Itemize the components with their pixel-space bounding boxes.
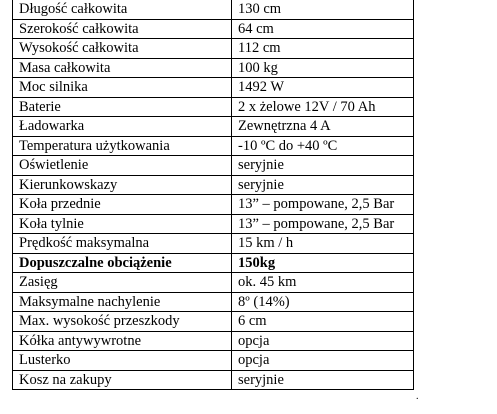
spec-value-cell: 6 cm — [232, 312, 414, 332]
table-row — [13, 97, 414, 117]
table-row — [13, 292, 414, 312]
spec-label-cell: Długość całkowita — [13, 0, 232, 19]
table-row — [13, 253, 414, 273]
spec-value-cell: opcja — [232, 331, 414, 351]
table-row — [13, 39, 414, 59]
spec-label-cell: Szerokość całkowita — [13, 19, 232, 39]
spec-value-cell: 15 km / h — [232, 234, 414, 254]
spec-value-cell: opcja — [232, 351, 414, 371]
spec-label-cell: Maksymalne nachylenie — [13, 292, 232, 312]
spec-label-cell: Lusterko — [13, 351, 232, 371]
spec-label-cell: Kosz na zakupy — [13, 370, 232, 390]
table-row — [13, 351, 414, 371]
table-row — [13, 78, 414, 98]
spec-value-cell: 13” – pompowane, 2,5 Bar — [232, 214, 414, 234]
spec-label-cell: Ładowarka — [13, 117, 232, 137]
spec-label-cell: Wysokość całkowita — [13, 39, 232, 59]
spec-value-cell: 13” – pompowane, 2,5 Bar — [232, 195, 414, 215]
spec-value-cell: 8º (14%) — [232, 292, 414, 312]
table-row — [13, 214, 414, 234]
spec-label-cell: Kierunkowskazy — [13, 175, 232, 195]
spec-value-cell: ok. 45 km — [232, 273, 414, 293]
table-row — [13, 331, 414, 351]
spec-value-cell: -10 ºC do +40 ºC — [232, 136, 414, 156]
spec-value-cell: Zewnętrzna 4 A — [232, 117, 414, 137]
table-row — [13, 117, 414, 137]
table-row — [13, 156, 414, 176]
spec-label-cell: Kółka antywywrotne — [13, 331, 232, 351]
spec-label-cell: Moc silnika — [13, 78, 232, 98]
table-row — [13, 58, 414, 78]
spec-label-cell: Dopuszczalne obciążenie — [13, 253, 232, 273]
specification-table-body — [13, 0, 414, 390]
spec-value-cell: seryjnie — [232, 156, 414, 176]
spec-label-cell: Koła tylnie — [13, 214, 232, 234]
spec-label-cell: Koła przednie — [13, 195, 232, 215]
spec-label-cell: Baterie — [13, 97, 232, 117]
spec-label-cell: Oświetlenie — [13, 156, 232, 176]
spec-value-cell: 2 x żelowe 12V / 70 Ah — [232, 97, 414, 117]
spec-value-cell: 130 cm — [232, 0, 414, 19]
spec-label-cell: Max. wysokość przeszkody — [13, 312, 232, 332]
spec-value-cell: 112 cm — [232, 39, 414, 59]
table-row — [13, 0, 414, 19]
stray-mark: . — [416, 391, 419, 402]
spec-label-cell: Zasięg — [13, 273, 232, 293]
spec-value-cell: seryjnie — [232, 370, 414, 390]
spec-label-cell: Masa całkowita — [13, 58, 232, 78]
spec-value-cell: 64 cm — [232, 19, 414, 39]
table-row — [13, 175, 414, 195]
table-row — [13, 370, 414, 390]
spec-label-cell: Temperatura użytkowania — [13, 136, 232, 156]
spec-label-cell: Prędkość maksymalna — [13, 234, 232, 254]
spec-value-cell: 1492 W — [232, 78, 414, 98]
table-row — [13, 136, 414, 156]
table-row — [13, 195, 414, 215]
specification-table — [12, 0, 414, 390]
spec-value-cell: 150kg — [232, 253, 414, 273]
table-row — [13, 19, 414, 39]
table-row — [13, 312, 414, 332]
spec-value-cell: seryjnie — [232, 175, 414, 195]
table-row — [13, 273, 414, 293]
spec-value-cell: 100 kg — [232, 58, 414, 78]
table-row — [13, 234, 414, 254]
